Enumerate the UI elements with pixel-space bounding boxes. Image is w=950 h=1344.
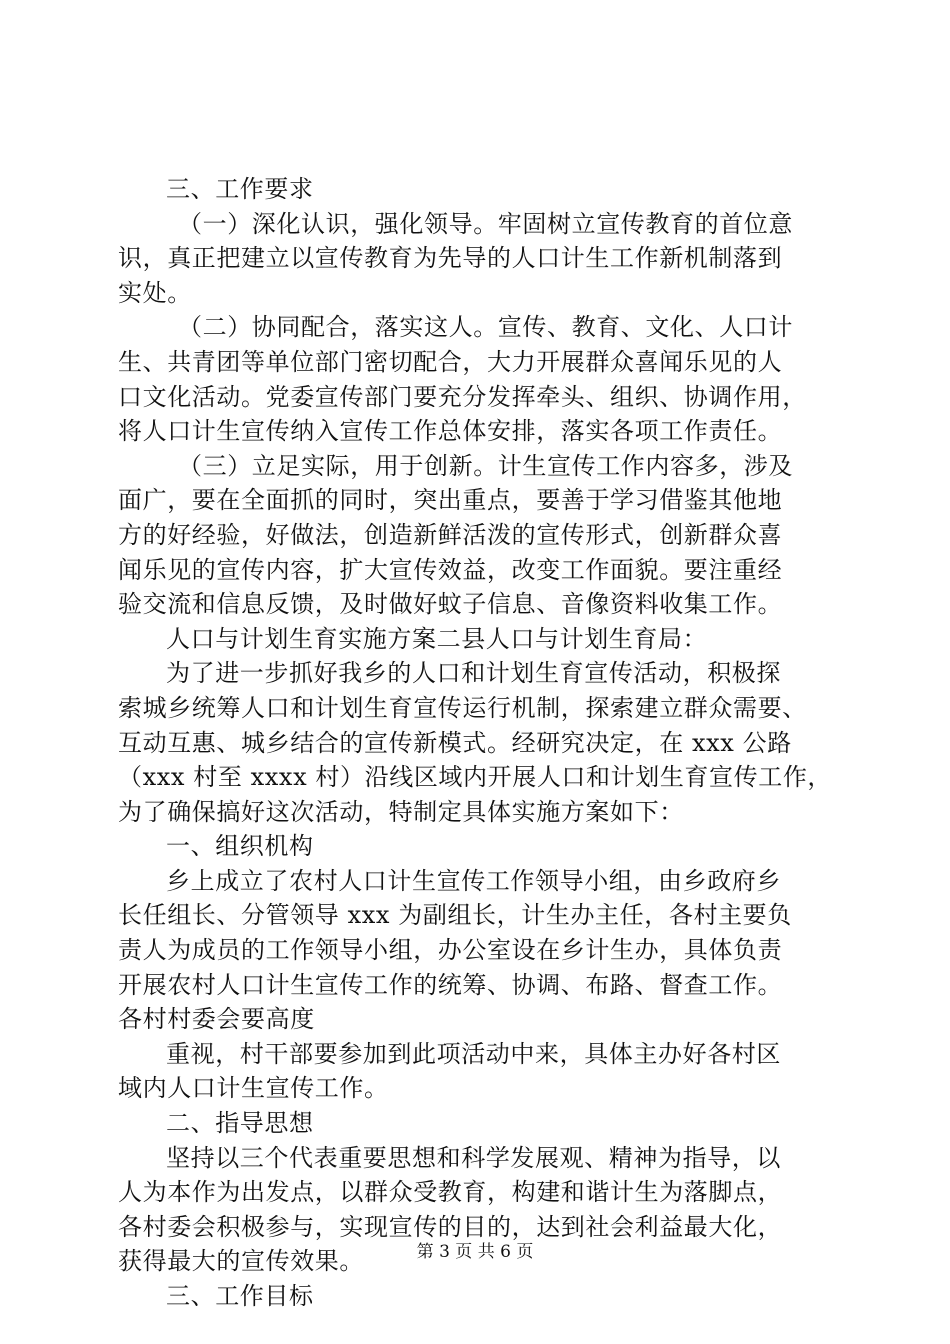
- paragraph-line: 域内人口计生宣传工作。: [118, 1074, 389, 1103]
- document-body: [118, 172, 833, 1314]
- document-subtitle: 人口与计划生育实施方案二县人口与计划生育局：: [166, 624, 708, 653]
- paragraph-line: 方的好经验，好做法，创造新鲜活泼的宣传形式，创新群众喜: [118, 520, 783, 549]
- paragraph-line: 坚持以三个代表重要思想和科学发展观、精神为指导，以: [166, 1143, 781, 1172]
- paragraph-line: 口文化活动。党委宣传部门要充分发挥牵头、组织、协调作用，: [118, 382, 807, 411]
- paragraph-line: 责人为成员的工作领导小组，办公室设在乡计生办，具体负责: [118, 936, 783, 965]
- paragraph-line: 生、共青团等单位部门密切配合，大力开展群众喜闻乐见的人: [118, 347, 783, 376]
- paragraph-line: 人为本作为出发点，以群众受教育，构建和谐计生为落脚点，: [118, 1178, 783, 1207]
- paragraph-line: 长任组长、分管领导 xxx 为副组长，计生办主任，各村主要负: [118, 901, 792, 930]
- paragraph-line: 面广，要在全面抓的同时，突出重点，要善于学习借鉴其他地: [118, 486, 783, 515]
- section-heading: 一、组织机构: [166, 832, 314, 861]
- paragraph-line: （一）深化认识，强化领导。牢固树立宣传教育的首位意: [178, 209, 793, 238]
- paragraph-line: 各村委会积极参与，实现宣传的目的，达到社会利益最大化，: [118, 1212, 783, 1241]
- paragraph-line: 索城乡统筹人口和计划生育宣传运行机制，探索建立群众需要、: [118, 693, 807, 722]
- paragraph-line: （三）立足实际，用于创新。计生宣传工作内容多，涉及: [178, 451, 793, 480]
- paragraph-line: 重视，村干部要参加到此项活动中来，具体主办好各村区: [166, 1039, 781, 1068]
- section-heading: 三、工作要求: [166, 175, 314, 203]
- paragraph-line: 闻乐见的宣传内容，扩大宣传效益，改变工作面貌。要注重经: [118, 555, 783, 584]
- paragraph-line: 获得最大的宣传效果。: [118, 1247, 364, 1276]
- page-footer: 第 3 页 共 6 页: [416, 1242, 534, 1262]
- paragraph-line: 乡上成立了农村人口计生宣传工作领导小组，由乡政府乡: [166, 866, 781, 895]
- paragraph-line: （二）协同配合，落实这人。宣传、教育、文化、人口计: [178, 313, 793, 342]
- paragraph-line: 实处。: [118, 278, 192, 307]
- paragraph-line: 各村村委会要高度: [118, 1005, 315, 1034]
- paragraph-line: 开展农村人口计生宣传工作的统筹、协调、布路、督查工作。: [118, 970, 783, 999]
- section-heading: 二、指导思想: [166, 1109, 314, 1138]
- paragraph-line: 为了确保搞好这次活动，特制定具体实施方案如下：: [118, 797, 684, 826]
- paragraph-line: 将人口计生宣传纳入宣传工作总体安排，落实各项工作责任。: [118, 417, 783, 446]
- paragraph-line: 识，真正把建立以宣传教育为先导的人口计生工作新机制落到: [118, 244, 783, 273]
- paragraph-line: 互动互惠、城乡结合的宣传新模式。经研究决定，在 xxx 公路: [118, 728, 792, 757]
- paragraph-line: （xxx 村至 xxxx 村）沿线区域内开展人口和计划生育宣传工作，: [118, 763, 833, 792]
- paragraph-line: 验交流和信息反馈，及时做好蚊子信息、音像资料收集工作。: [118, 590, 783, 619]
- section-heading: 三、工作目标: [166, 1282, 314, 1310]
- paragraph-line: 为了进一步抓好我乡的人口和计划生育宣传活动，积极探: [166, 659, 781, 688]
